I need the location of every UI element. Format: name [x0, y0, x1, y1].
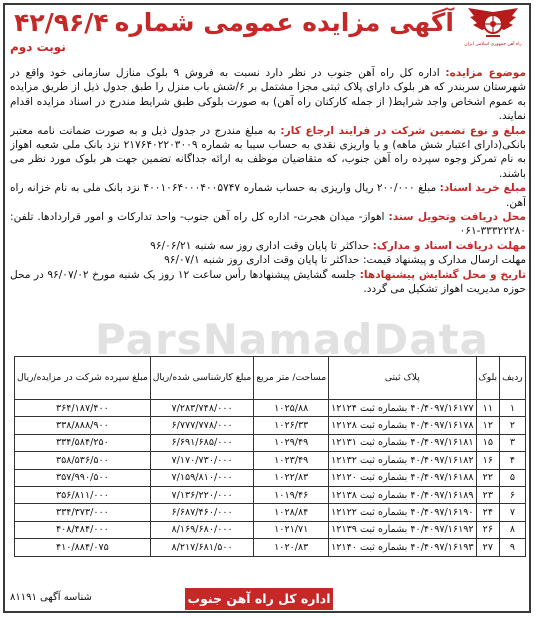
cell-appraised-price: ۶/۶۹۱/۶۸۵/۰۰۰	[150, 434, 254, 451]
col-header-row-number: ردیف	[500, 357, 526, 400]
footer-org-banner: اداره کل راه آهن جنوب	[185, 588, 333, 610]
cell-appraised-price: ۸/۱۶۹/۶۸۰/۰۰۰	[150, 521, 254, 538]
deadline-receive-text: حداکثر تا پایان وقت اداری روز سه شنبه ۹۶/۰۶/۲۱	[150, 239, 373, 252]
cell-block: ۲۶	[476, 521, 500, 538]
cell-deposit: ۳۳۴/۳۷۳/۰۰۰	[15, 504, 151, 521]
cell-area: ۱۰۲۰/۸۳	[254, 539, 329, 556]
page-title	[14, 6, 454, 40]
winged-wheel-icon	[464, 6, 522, 42]
cell-block: ۱۵	[476, 434, 500, 451]
table-row	[15, 521, 526, 538]
cell-deposit: ۳۵۶/۸۱۱/۰۰۰	[15, 486, 151, 503]
col-header-plaque: پلاک ثبتی	[329, 357, 476, 400]
table-row	[15, 486, 526, 503]
table-body	[15, 400, 526, 557]
cell-deposit: ۳۵۸/۵۳۶/۵۰۰	[15, 452, 151, 469]
cell-block: ۱۲	[476, 417, 500, 434]
cell-deposit: ۳۳۸/۸۸۸/۹۰۰	[15, 417, 151, 434]
cell-plaque: ۴۰/۴۰۹۷/۱۶۱۸۹ بشماره ثبت ۱۲۱۳۸	[329, 486, 476, 503]
logo-caption: راه آهن جمهوری اسلامی ایران	[464, 42, 522, 47]
paragraph-opening	[10, 268, 526, 297]
cell-area: ۱۰۲۳/۴۹	[254, 452, 329, 469]
ad-id: شناسه آگهی ۸۱۱۹۱	[10, 592, 92, 603]
table-row	[15, 434, 526, 451]
table-row	[15, 452, 526, 469]
table-row	[15, 539, 526, 556]
notice-body	[10, 66, 526, 356]
cell-row-number: ۱	[500, 400, 526, 417]
cell-plaque: ۴۰/۴۰۹۷/۱۶۱۷۷ بشماره ثبت ۱۲۱۲۴	[329, 400, 476, 417]
paragraph-deadline-receive	[10, 239, 526, 253]
subject-label: موضوع مزایده:	[445, 67, 526, 79]
cell-area: ۱۰۲۶/۳۳	[254, 417, 329, 434]
cell-deposit: ۳۶۴/۱۸۷/۴۰۰	[15, 400, 151, 417]
cell-appraised-price: ۷/۱۳۶/۲۲۰/۰۰۰	[150, 486, 254, 503]
cell-appraised-price: ۶/۶۸۷/۴۶۰/۰۰۰	[150, 504, 254, 521]
cell-area: ۱۰۲۵/۸۸	[254, 400, 329, 417]
table-header-row	[15, 357, 526, 400]
paragraph-document-price	[10, 181, 526, 210]
document-price-label: مبلغ خرید اسناد:	[439, 182, 526, 195]
cell-row-number: ۹	[500, 539, 526, 556]
cell-area: ۱۰۲۸/۸۴	[254, 504, 329, 521]
opening-label: تاریخ و محل گشایش پیشنهادها:	[359, 268, 526, 281]
opening-text: جلسه گشایش پیشنهادها رأس ساعت ۱۲ روز یک شنبه مورخ ۹۶/۰۷/۰۲ در محل حوزه مدیریت اهواز تشکیل می گردد.	[10, 268, 526, 296]
table-row	[15, 469, 526, 486]
col-header-block: بلوک	[476, 357, 500, 400]
cell-appraised-price: ۶/۷۷۷/۷۷۸/۰۰۰	[150, 417, 254, 434]
cell-row-number: ۸	[500, 521, 526, 538]
cell-block: ۲۲	[476, 469, 500, 486]
cell-block: ۱۱	[476, 400, 500, 417]
table-row	[15, 504, 526, 521]
cell-row-number: ۴	[500, 452, 526, 469]
paragraph-deadline-submit	[10, 253, 526, 267]
deadline-receive-label: مهلت دریافت اسناد و مدارک:	[372, 239, 526, 252]
cell-row-number: ۵	[500, 469, 526, 486]
paragraph-subject	[10, 66, 526, 124]
cell-appraised-price: ۷/۱۷۰/۷۳۰/۰۰۰	[150, 452, 254, 469]
col-header-appraised-price: مبلغ کارشناسی شده/ریال	[150, 357, 254, 400]
paragraph-guarantee	[10, 124, 526, 182]
cell-plaque: ۴۰/۴۰۹۷/۱۶۱۹۰ بشماره ثبت ۱۲۱۲۲	[329, 504, 476, 521]
cell-row-number: ۶	[500, 486, 526, 503]
cell-deposit: ۴۰۸/۴۸۴/۰۰۰	[15, 521, 151, 538]
tender-number: ۴۲/۹۶/۴	[14, 8, 109, 37]
cell-appraised-price: ۷/۲۸۳/۷۴۸/۰۰۰	[150, 400, 254, 417]
cell-area: ۱۰۲۱/۷۱	[254, 521, 329, 538]
blocks-table	[14, 356, 526, 557]
cell-deposit: ۳۳۴/۵۸۴/۲۵۰	[15, 434, 151, 451]
cell-plaque: ۴۰/۴۰۹۷/۱۶۱۸۱ بشماره ثبت ۱۲۱۳۱	[329, 434, 476, 451]
cell-block: ۱۶	[476, 452, 500, 469]
paragraph-delivery-place	[10, 210, 526, 239]
subject-text: اداره کل راه آهن جنوب در نظر دارد نسبت به فروش ۹ بلوک منازل سازمانی خود واقع در شهرستان سربندر که هر بلوک دارای پلاک ثبتی مجزا مشتمل بر ۶/شش باب منزل را طبق جدول ذیل از طریق مزایده به عموم اشخاص واجد شرایط( از جمله کارکنان راه آهن) به صورت بلوکی طبق شرایط مندرج در اسناد مزایده اقدام نمایند.	[10, 67, 526, 123]
cell-plaque: ۴۰/۴۰۹۷/۱۶۱۸۲ بشماره ثبت ۱۲۱۳۲	[329, 452, 476, 469]
delivery-place-label: محل دریافت وتحویل سند:	[388, 211, 526, 224]
railway-logo	[460, 6, 526, 54]
cell-appraised-price: ۸/۲۱۷/۶۸۱/۵۰۰	[150, 539, 254, 556]
cell-area: ۱۰۲۲/۸۳	[254, 469, 329, 486]
watermark: ParsNamadData	[95, 315, 489, 364]
cell-appraised-price: ۷/۱۵۹/۸۱۰/۰۰۰	[150, 469, 254, 486]
cell-plaque: ۴۰/۴۰۹۷/۱۶۱۸۸ بشماره ثبت ۱۲۱۲۰	[329, 469, 476, 486]
cell-area: ۱۰۲۹/۴۹	[254, 434, 329, 451]
table-row	[15, 400, 526, 417]
cell-row-number: ۲	[500, 417, 526, 434]
title-text: آگهی مزایده عمومی شماره	[114, 8, 454, 37]
edition-label: نوبت دوم	[10, 40, 66, 54]
cell-plaque: ۴۰/۴۰۹۷/۱۶۱۷۸ بشماره ثبت ۱۲۱۲۸	[329, 417, 476, 434]
notice-header	[0, 0, 538, 62]
table-row	[15, 417, 526, 434]
col-header-deposit: مبلغ سپرده شرکت در مزایده/ریال	[15, 357, 151, 400]
cell-block: ۲۷	[476, 539, 500, 556]
col-header-area: مساحت/ متر مربع	[254, 357, 329, 400]
deadline-submit-text: مهلت ارسال مدارک و پیشنهاد قیمت: حداکثر تا پایان وقت اداری روز شنبه ۹۶/۰۷/۱	[164, 254, 526, 267]
cell-block: ۲۴	[476, 504, 500, 521]
document-price-text: مبلغ ۲۰۰/۰۰۰ ریال واریزی به حساب شماره ۴۰۰۱۰۶۴۰۰۰۴۰۰۵۷۴۷ نزد بانک ملی به نام خزانه راه آهن.	[10, 182, 526, 209]
cell-plaque: ۴۰/۴۰۹۷/۱۶۱۹۳ بشماره ثبت ۱۲۱۴۰	[329, 539, 476, 556]
guarantee-label: مبلغ و نوع تضمین شرکت در فرایند ارجاع کار:	[280, 124, 526, 137]
cell-plaque: ۴۰/۴۰۹۷/۱۶۱۹۲ بشماره ثبت ۱۲۱۳۹	[329, 521, 476, 538]
cell-deposit: ۳۵۷/۹۹۰/۵۰۰	[15, 469, 151, 486]
cell-area: ۱۰۱۹/۴۶	[254, 486, 329, 503]
cell-block: ۲۳	[476, 486, 500, 503]
cell-row-number: ۳	[500, 434, 526, 451]
cell-row-number: ۷	[500, 504, 526, 521]
delivery-place-text: اهواز- میدان هجرت- اداره کل راه آهن جنوب- واحد تدارکات و امور قراردادها. تلفن: ۳۳۳۲۲۲۸۰-۰۶۱	[10, 211, 526, 238]
guarantee-text: به مبلغ مندرج در جدول ذیل و به صورت ضمانت نامه معتبر بانکی(دارای اعتبار شش ماهه) و یا واریزی نقدی به حساب سیبا به شماره ۲۱۷۶۴۰۲۲۰۳۰۰۹ نزد بانک ملی شعبه اهواز به نام تمرکز وجوه سپرده راه آهن جنوب، که متقاضیان موظف به ارائه جداگانه تضمین جهت هر بلوک مورد نظر می باشند.	[10, 124, 526, 180]
cell-deposit: ۴۱۰/۸۸۴/۰۷۵	[15, 539, 151, 556]
